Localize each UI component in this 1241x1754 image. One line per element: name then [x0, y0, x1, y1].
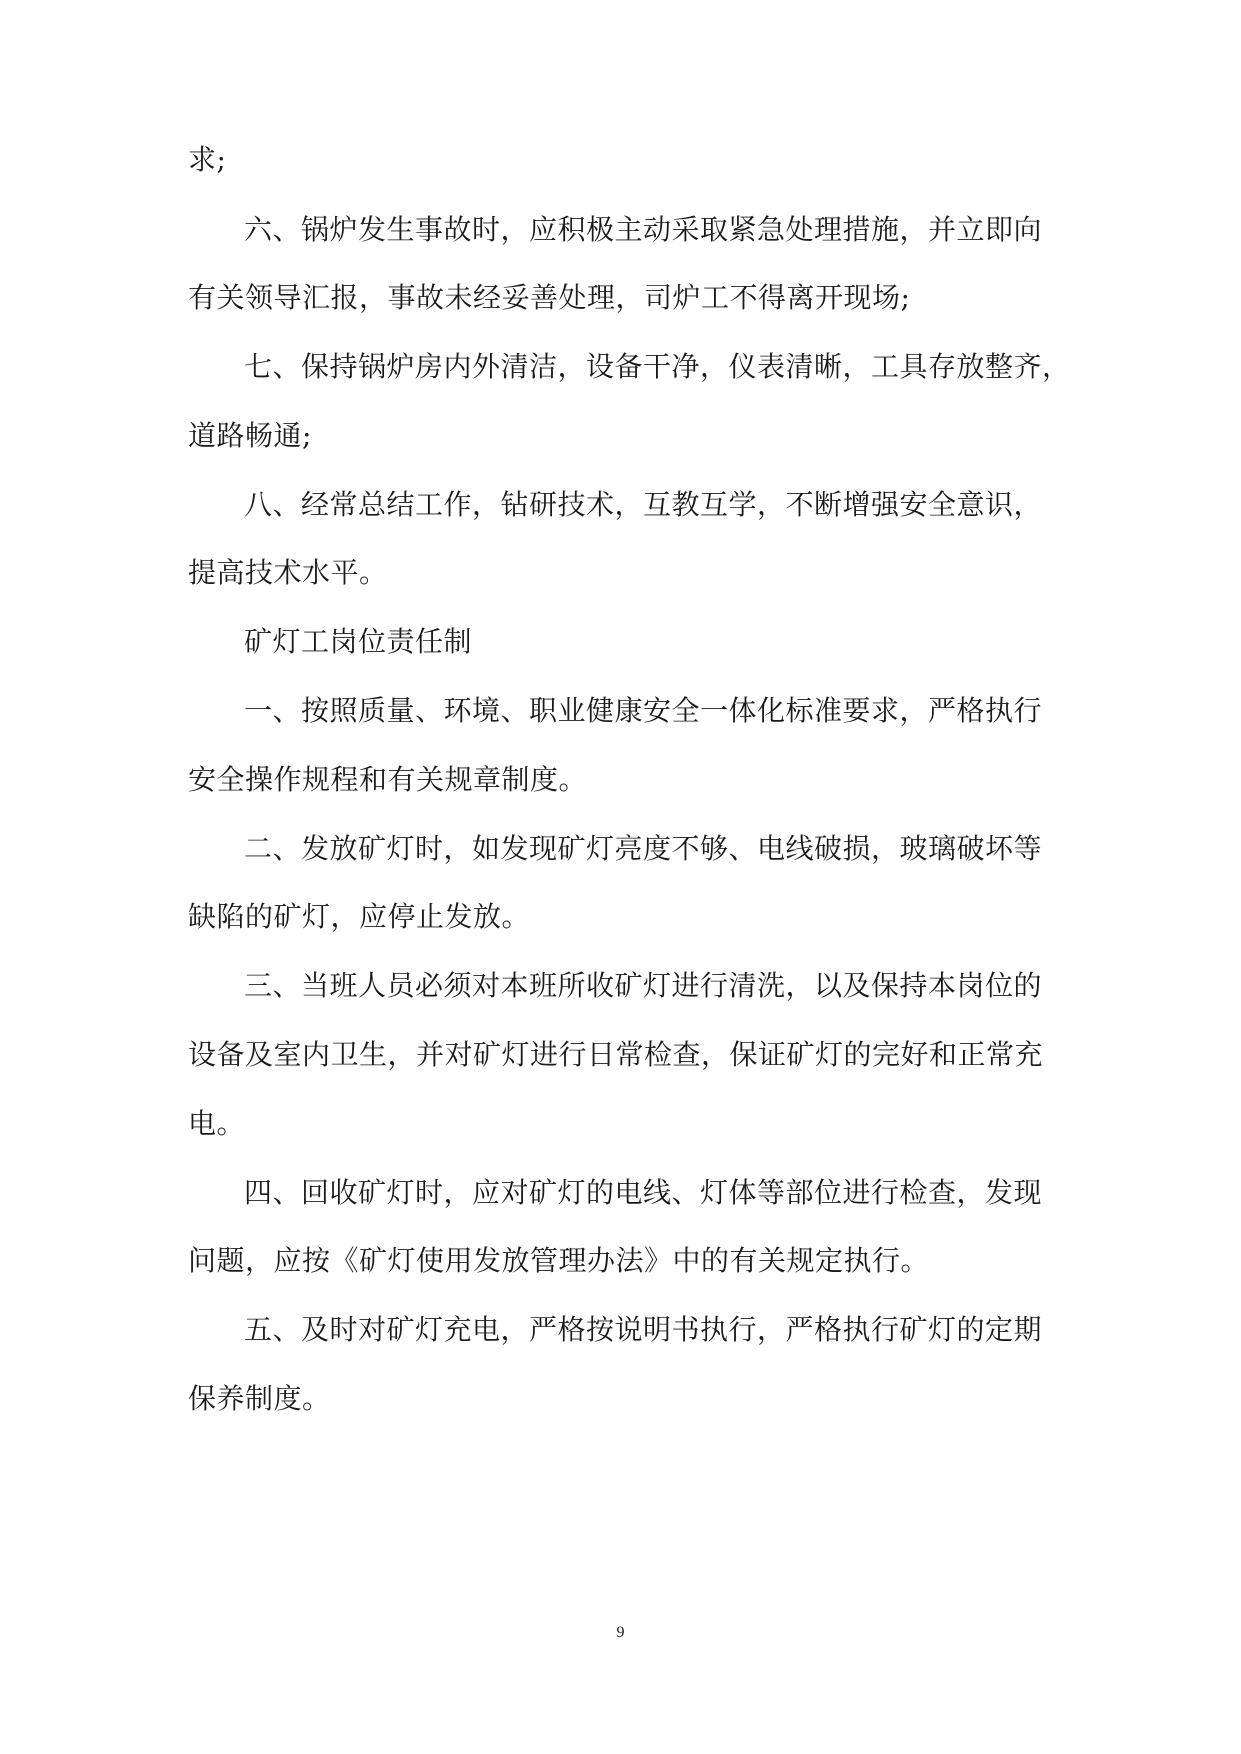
- paragraph-first-line: 二、发放矿灯时，如发现矿灯亮度不够、电线破损，玻璃破坏等: [244, 832, 1043, 865]
- paragraph-first-line: 五、及时对矿灯充电，严格按说明书执行，严格执行矿灯的定期: [244, 1313, 1043, 1346]
- text-line: 保养制度。: [188, 1382, 331, 1415]
- section-title: 矿灯工岗位责任制: [244, 625, 473, 658]
- text-line: 安全操作规程和有关规章制度。: [188, 763, 588, 796]
- text-line: 缺陷的矿灯，应停止发放。: [188, 900, 531, 933]
- paragraph-first-line: 三、当班人员必须对本班所收矿灯进行清洗，以及保持本岗位的: [244, 969, 1043, 1002]
- paragraph-first-line: 四、回收矿灯时，应对矿灯的电线、灯体等部位进行检查，发现: [244, 1176, 1043, 1209]
- text-line: 求;: [188, 143, 227, 176]
- text-line: 有关领导汇报，事故未经妥善处理，司炉工不得离开现场;: [188, 281, 911, 314]
- paragraph-first-line: 八、经常总结工作，钻研技术，互教互学，不断增强安全意识，: [244, 488, 1043, 521]
- text-line: 提高技术水平。: [188, 556, 388, 589]
- paragraph-first-line: 七、保持锅炉房内外清洁，设备干净，仪表清晰，工具存放整齐，: [244, 350, 1071, 383]
- paragraph-first-line: 一、按照质量、环境、职业健康安全一体化标准要求，严格执行: [244, 694, 1043, 727]
- text-line: 道路畅通;: [188, 419, 312, 452]
- page-number: 9: [616, 1624, 625, 1641]
- paragraph-first-line: 六、锅炉发生事故时，应积极主动采取紧急处理措施，并立即向: [244, 213, 1043, 246]
- text-line: 设备及室内卫生，并对矿灯进行日常检查，保证矿灯的完好和正常充: [188, 1038, 1044, 1071]
- text-line: 问题，应按《矿灯使用发放管理办法》中的有关规定执行。: [188, 1244, 930, 1277]
- text-line: 电。: [188, 1107, 246, 1140]
